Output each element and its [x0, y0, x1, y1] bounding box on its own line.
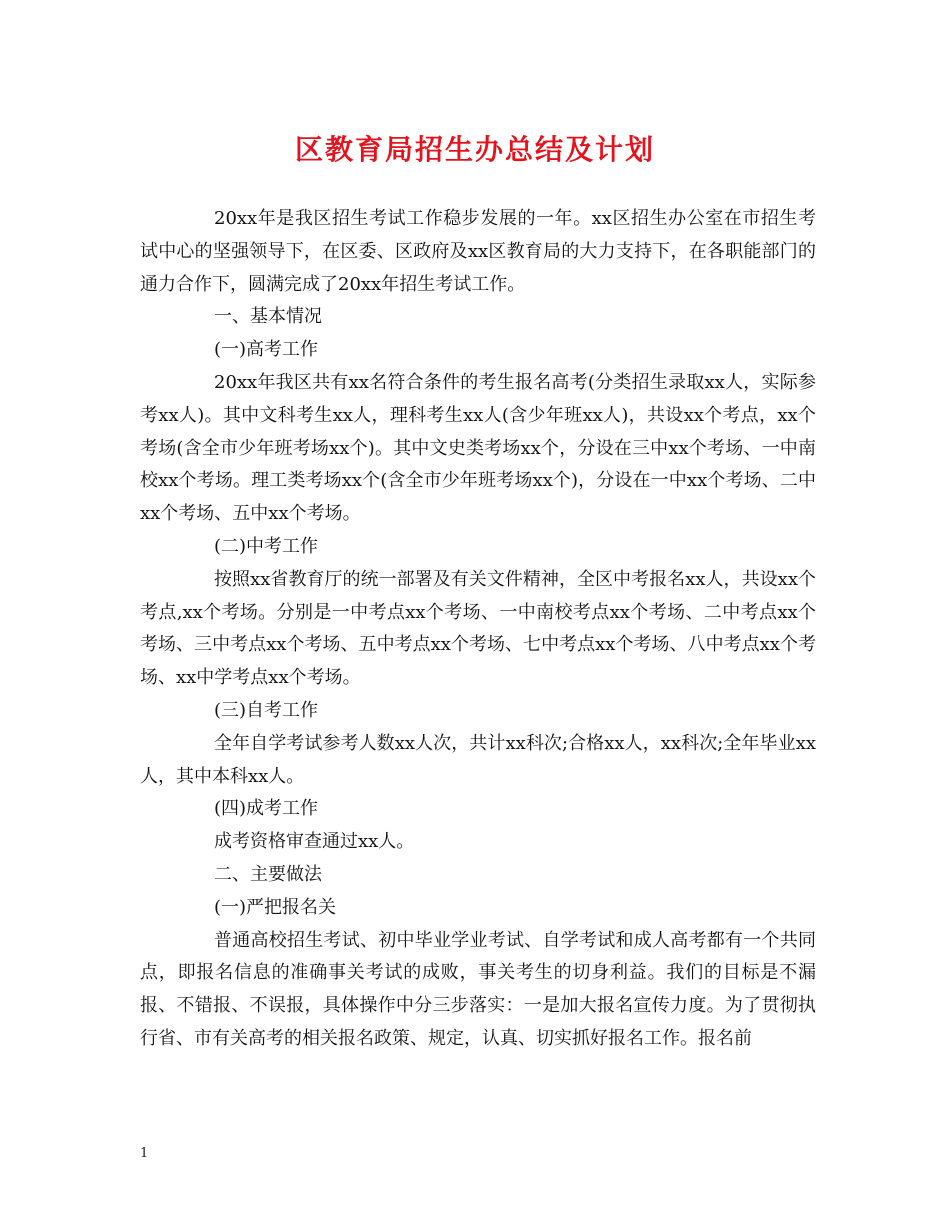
- subheading-registration: (一)严把报名关: [214, 896, 337, 918]
- subheading-gaokao: (一)高考工作: [214, 339, 319, 361]
- paragraph-chengkao: 成考资格审查通过xx人。: [214, 831, 415, 853]
- paragraph-gaokao: 20xx年我区共有xx名符合条件的考生报名高考(分类招生录取xx人，实际参考xx人)。其中文科考生xx人，理科考生xx人(含少年班xx人)，共设xx个考点，xx个考场(含全市少年班考场xx个)。其中文史类考场xx个，分设在三中xx个考场、一中南校xx个考场。理工类考场xx个(含全市少年班考场xx个)，分设在一中xx个考场、二中xx个考场、五中xx个考场。: [140, 371, 816, 525]
- section-heading-main-practices: 二、主要做法: [214, 863, 322, 885]
- paragraph-zikao: 全年自学考试参考人数xx人次，共计xx科次;合格xx人，xx科次;全年毕业xx人，其中本科xx人。: [140, 732, 816, 787]
- subheading-zikao: (三)自考工作: [214, 699, 319, 721]
- subheading-chengkao: (四)成考工作: [214, 798, 319, 820]
- paragraph-intro: 20xx年是我区招生考试工作稳步发展的一年。xx区招生办公室在市招生考试中心的坚强领导下，在区委、区政府及xx区教育局的大力支持下，在各职能部门的通力合作下，圆满完成了20xx年招生考试工作。: [140, 208, 816, 295]
- subheading-zhongkao: (二)中考工作: [214, 535, 319, 557]
- page-number: 1: [140, 1146, 149, 1161]
- document-title: 区教育局招生办总结及计划: [294, 133, 655, 166]
- document-body: [140, 203, 816, 1056]
- paragraph-zhongkao: 按照xx省教育厅的统一部署及有关文件精神，全区中考报名xx人，共设xx个考点,xx个考场。分别是一中考点xx个考场、一中南校考点xx个考场、二中考点xx个考场、三中考点xx个考场、五中考点xx个考场、七中考点xx个考场、八中考点xx个考场、xx中学考点xx个考场。: [140, 568, 816, 689]
- paragraph-registration: 普通高校招生考试、初中毕业学业考试、自学考试和成人高考都有一个共同点，即报名信息的准确事关考试的成败，事关考生的切身利益。我们的目标是不漏报、不错报、不误报，具体操作中分三步落实：一是加大报名宣传力度。为了贯彻执行省、市有关高考的相关报名政策、规定，认真、切实抓好报名工作。报名前: [140, 929, 816, 1049]
- section-heading-basic-situation: 一、基本情况: [214, 306, 322, 328]
